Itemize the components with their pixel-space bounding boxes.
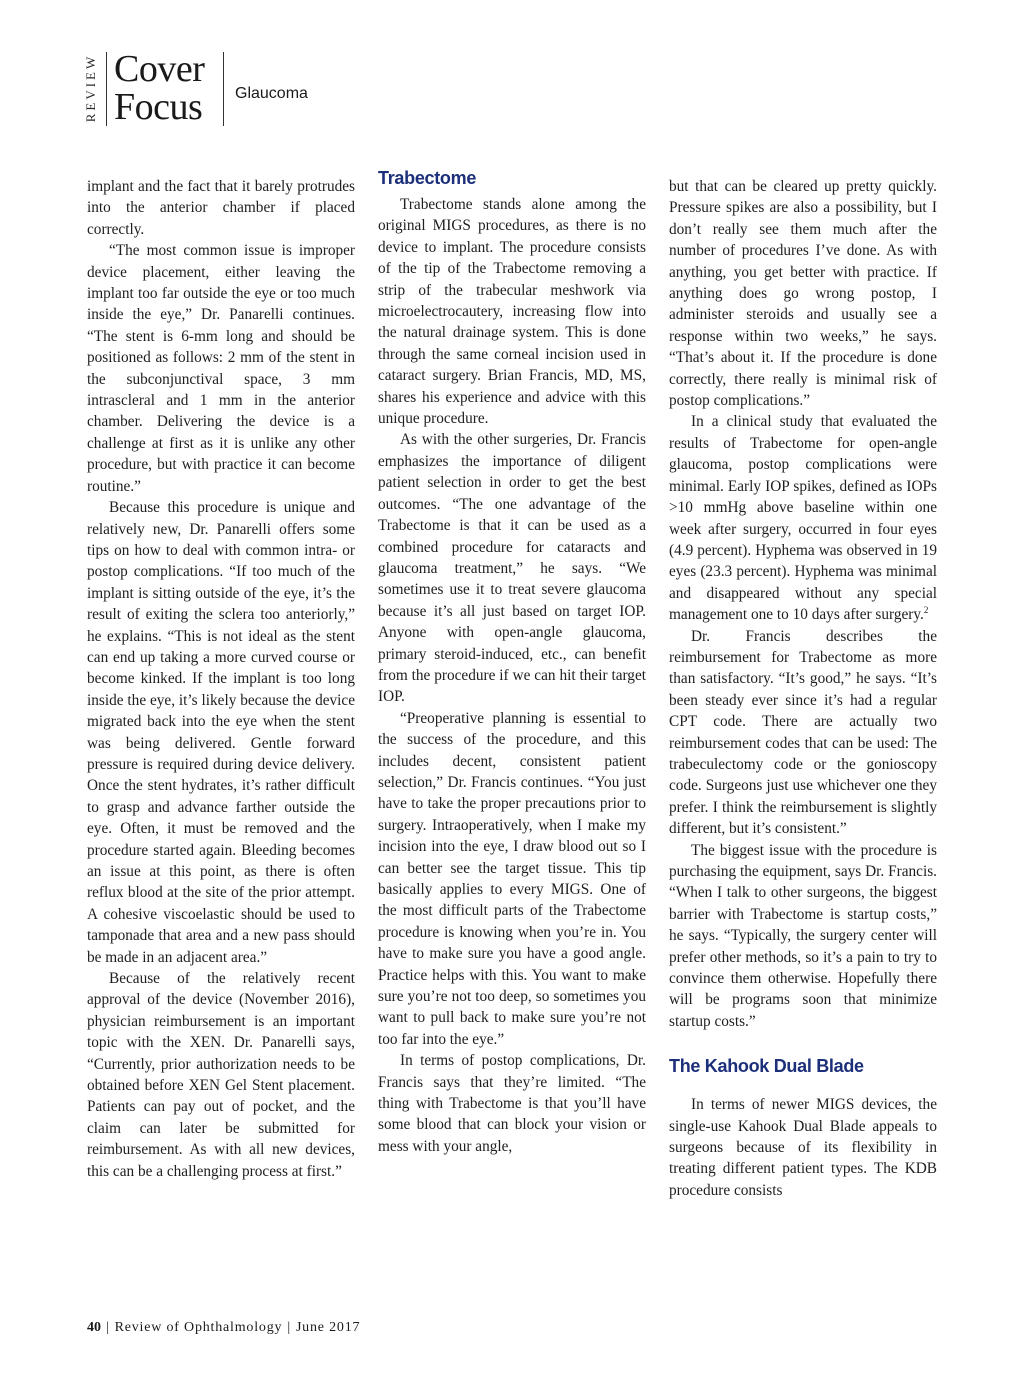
reference-superscript: 2 — [923, 605, 929, 616]
section-tag: Glaucoma — [235, 85, 308, 102]
paragraph: Because this procedure is unique and relatively new, Dr. Panarelli offers some tips on how to deal with common intra- or postop complications. “If too much of the implant is sitting outside of the eye, it’s the result of exiting the sclera too anteriorly,” he explains. “This is not ideal as the stent can end up taking a more curved course or become kinked. If the implant is too long inside the eye, it’s likely because the device migrated back into the eye when the stent was being delivered. Gentle forward pressure is required during device delivery. Once the stent hydrates, it’s rather difficult to grasp and advance farther outside the eye. Often, it must be removed and the procedure started again. Bleeding becomes an issue at this point, as there is often reflux blood at the site of the prior attempt. A cohesive viscoelastic should be used to tamponade that area and a new pass should be made in an adjacent area.” — [87, 499, 355, 966]
paragraph: but that can be cleared up pretty quickly. Pressure spikes are also a possibility, but I don’t really see them much after the number of procedures I’ve done. As with anything, you get better with practice. If anything does go wrong postop, I administer steroids and usually see a response within two weeks,” he says. “That’s about it. If the procedure is done correctly, there really is minimal risk of postop complications.” — [669, 178, 937, 410]
paragraph: In terms of postop complications, Dr. Francis says that they’re limited. “The thing with Trabectome is that you’ll have some blood that can block your vision or mess with your angle, — [378, 1052, 646, 1155]
paragraph: Trabectome stands alone among the original MIGS procedures, as there is no device to implant. The procedure consists of the tip of the Trabectome removing a strip of the trabecular meshwork via microelectrocautery, increasing flow into the natural drainage system. This is done through the same corneal incision used in cataract surgery. Brian Francis, MD, MS, shares his experience and advice with this unique procedure. — [378, 196, 646, 428]
paragraph — [669, 411, 937, 625]
paragraph: The biggest issue with the procedure is purchasing the equipment, says Dr. Francis. “When I talk to other surgeons, the biggest barrier with Trabectome is startup costs,” he says. “Typically, the surgery center will prefer other methods, so it’s a pain to try to convince them otherwise. Hopefully there will be programs soon that minimize startup costs.” — [669, 841, 937, 1030]
issue-date: June 2017 — [295, 1320, 361, 1335]
cover-title-line2: Focus — [114, 86, 203, 128]
review-vertical-label: REVIEW — [83, 53, 98, 123]
page-footer: 40 | Review of Ophthalmology | June 2017 — [87, 1320, 361, 1335]
paragraph: Dr. Francis describes the reimbursement for Trabectome as more than satisfactory. “It’s good,” he says. “It’s been steady ever since it’s had a regular CPT code. There are actually two reimbursement codes that can be used: The trabeculectomy code or the gonioscopy code. Surgeons just use whichever one they prefer. I think the reimbursement is slightly different, but it’s consistent.” — [669, 627, 937, 838]
text-column-3 — [669, 176, 937, 1201]
paragraph: In terms of newer MIGS devices, the single-use Kahook Dual Blade appeals to surgeons because of its flexibility in treating different patient types. The KDB procedure consists — [669, 1096, 937, 1199]
subheading-trabectome: Trabectome — [378, 168, 477, 188]
page-number: 40 — [87, 1320, 101, 1335]
cover-focus-title — [114, 50, 204, 126]
paragraph: implant and the fact that it barely protrudes into the anterior chamber if placed correctly. — [87, 178, 355, 238]
publication-name: Review of Ophthalmology — [114, 1320, 283, 1335]
paragraph: As with the other surgeries, Dr. Francis emphasizes the importance of diligent patient selection in order to get the best outcomes. “The one advantage of the Trabectome is that it can be used as a combined procedure for cataracts and glaucoma treatment,” he says. “We sometimes use it to treat severe glaucoma because it’s all just based on target IOP. Anyone with open-angle glaucoma, primary steroid-induced, etc., can benefit from the procedure if we can hit their target IOP. — [378, 431, 646, 706]
masthead-divider — [106, 52, 107, 126]
paragraph: Because of the relatively recent approval of the device (November 2016), physician reimbursement is an important topic with the XEN. Dr. Panarelli says, “Currently, prior authorization needs to be obtained before XEN Gel Stent placement. Patients can pay out of pocket, and the claim can later be submitted for reimbursement. As with all new devices, this can be a challenging process at first.” — [87, 970, 355, 1180]
masthead-divider — [223, 52, 224, 126]
paragraph-text: In a clinical study that evaluated the results of Trabectome for open-angle glaucoma, postop complications were minimal. Early IOP spikes, defined as IOPs >10 mmHg above baseline within one week after surgery, occurred in four eyes (4.9 percent). Hyphema was observed in 19 eyes (23.3 percent). Hyphema was minimal and disappeared without any special management one to 10 days after surgery. — [669, 413, 937, 624]
text-column-2 — [378, 166, 646, 1157]
subheading-kahook-dual-blade: The Kahook Dual Blade — [669, 1056, 864, 1077]
paragraph: “Preoperative planning is essential to the success of the procedure, and this includes decent, consistent patient selection,” Dr. Francis continues. “You just have to take the proper precautions prior to surgery. Intraoperatively, when I make my incision into the eye, I draw blood out so I can better see the target tissue. This tip basically applies to every MIGS. One of the most difficult parts of the Trabectome procedure is knowing when you’re in. You have to make sure you have a good angle. Practice helps with this. You want to make sure you’re not too deep, so sometimes you want to pull back to make sure you’re not too far into the eye.” — [378, 709, 646, 1048]
paragraph: “The most common issue is improper device placement, either leaving the implant too far outside the eye or too much inside the eye,” Dr. Panarelli continues. “The stent is 6-mm long and should be positioned as follows: 2 mm of the stent in the subconjunctival space, 3 mm intrascleral and 1 mm in the anterior chamber. Delivering the device is a challenge at first as it is unlike any other procedure, but with practice it can become routine.” — [87, 242, 355, 495]
cover-title-line1: Cover — [114, 48, 205, 90]
text-column-1 — [87, 176, 355, 1182]
